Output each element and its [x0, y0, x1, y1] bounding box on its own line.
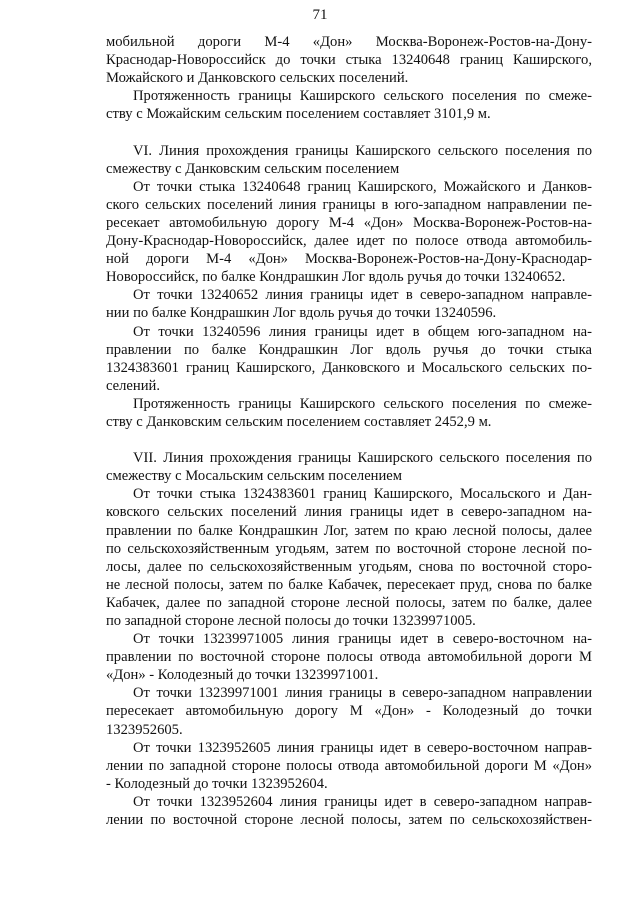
- text-line: От точки 1323952605 линия границы идет в северо-восточном направ-: [133, 739, 592, 756]
- text-line: Дону-Краснодар-Новороссийск, далее идет по полосе отвода автомобиль-: [106, 233, 592, 250]
- text-line: правлении по балке Кондрашкин Лог, затем по краю лесной полосы, далее: [106, 522, 592, 539]
- text-line: селений.: [106, 377, 160, 394]
- heading-line: смежеству с Мосальским сельским поселением: [106, 468, 403, 485]
- text-line: Протяженность границы Каширского сельского поселения по смеже-: [133, 88, 592, 105]
- section-vii-paragraph-5: [106, 793, 592, 829]
- text-line: От точки 13239971005 линия границы идет в северо-восточном на-: [133, 631, 592, 648]
- text-line: ковского сельских поселений линия границы идет в северо-западном на-: [106, 504, 592, 521]
- blank-line: [106, 123, 592, 141]
- text-line: Краснодар-Новороссийск до точки стыка 13240648 границ Каширского,: [106, 52, 592, 69]
- paragraph-length-mozhaysk: [106, 87, 592, 123]
- text-line: 1324383601 границ Каширского, Данковского и Мосальского сельских по-: [106, 359, 592, 376]
- text-line: От точки 13240596 линия границы идет в общем юго-западном на-: [133, 323, 592, 340]
- blank-line: [106, 431, 592, 449]
- text-line: ной дороги М-4 «Дон» Москва-Воронеж-Ростов-на-Дону-Краснодар-: [106, 251, 592, 268]
- text-line: лении по восточной стороне лесной полосы, затем по сельскохозяйствен-: [106, 812, 592, 829]
- text-line: Протяженность границы Каширского сельского поселения по смеже-: [133, 395, 592, 412]
- text-line: От точки стыка 13240648 границ Каширского, Можайского и Данков-: [133, 178, 592, 195]
- text-line: Кабачек, далее по западной стороне лесной полосы, затем по балке, далее: [106, 594, 592, 611]
- section-vi-paragraph-1: [106, 178, 592, 287]
- text-line: лении по западной стороне полосы отвода автомобильной дороги М «Дон»: [106, 757, 592, 774]
- text-line: правлении по балке Кондрашкин Лог вдоль ручья до точки стыка: [106, 341, 592, 358]
- heading-line: VII. Линия прохождения границы Каширского сельского поселения по: [133, 450, 592, 467]
- page-number: 71: [312, 7, 328, 23]
- text-line: «Дон» - Колодезный до точки 13239971001.: [106, 667, 379, 684]
- section-vi-paragraph-length: [106, 395, 592, 431]
- heading-line: VI. Линия прохождения границы Каширского сельского поселения по: [133, 142, 592, 159]
- text-line: по западной стороне лесной полосы до точки 13239971005.: [106, 613, 476, 629]
- section-vii-paragraph-3: [106, 684, 592, 738]
- text-line: нии по балке Кондрашкин Лог вдоль ручья до точки 13240596.: [106, 305, 497, 322]
- text-line: по сельскохозяйственным угодьям, затем по восточной стороне лесной по-: [106, 540, 592, 557]
- heading-line: смежеству с Данковским сельским поселением: [106, 160, 400, 177]
- text-line: От точки стыка 1324383601 границ Каширского, Мосальского и Дан-: [133, 486, 592, 503]
- text-line: пересекает автомобильную дорогу М «Дон» - Колодезный до точки: [106, 703, 592, 720]
- text-line: От точки 13240652 линия границы идет в северо-западном направле-: [133, 287, 592, 304]
- section-vii-paragraph-2: [106, 630, 592, 684]
- section-vi-paragraph-2: [106, 286, 592, 322]
- text-line: ству с Можайским сельским поселением составляет 3101,9 м.: [106, 106, 491, 123]
- text-line: Новороссийск, по балке Кондрашкин Лог вдоль ручья до точки 13240652.: [106, 269, 566, 286]
- text-line: ского сельских поселений линия границы в юго-западном направлении пе-: [106, 196, 592, 213]
- section-heading-vi: [106, 142, 592, 178]
- section-vii-paragraph-1: [106, 485, 592, 630]
- text-line: ресекает автомобильную дорогу М-4 «Дон» Москва-Воронеж-Ростов-на-: [106, 214, 592, 231]
- text-line: не лесной полосы, затем по балке Кабачек, пересекает пруд, снова по балке: [106, 576, 592, 593]
- text-line: 1323952605.: [106, 721, 183, 738]
- text-line: мобильной дороги М-4 «Дон» Москва-Воронеж-Ростов-на-Дону-: [106, 34, 592, 50]
- text-line: От точки 1323952604 линия границы идет в северо-западном направ-: [133, 793, 592, 810]
- text-line: - Колодезный до точки 1323952604.: [106, 775, 328, 792]
- text-line: От точки 13239971001 линия границы в северо-западном направлении: [133, 685, 592, 702]
- text-line: Можайского и Данковского сельских поселений.: [106, 70, 409, 87]
- document-body: [106, 33, 592, 829]
- section-vii-paragraph-4: [106, 739, 592, 793]
- text-line: правлении по восточной стороне полосы отвода автомобильной дороги М: [106, 649, 592, 666]
- section-heading-vii: [106, 449, 592, 485]
- text-line: лосы, далее по сельскохозяйственным угодьям, снова по восточной сторо-: [106, 558, 592, 575]
- text-line: ству с Данковским сельским поселением составляет 2452,9 м.: [106, 413, 492, 430]
- section-vi-paragraph-3: [106, 323, 592, 395]
- paragraph-continuation: [106, 33, 592, 87]
